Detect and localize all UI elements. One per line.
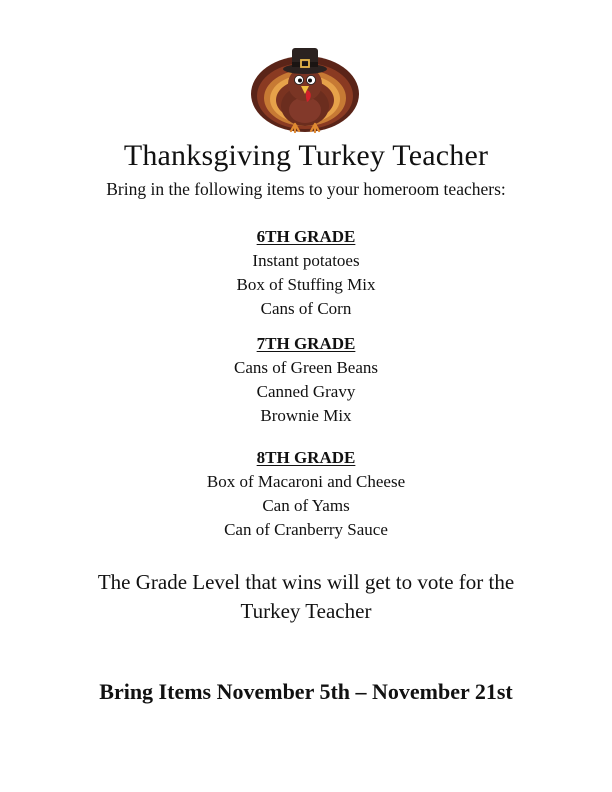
grade-heading: 6TH GRADE: [256, 227, 356, 246]
vote-line-1: The Grade Level that wins will get to vote for the: [97, 570, 515, 594]
turkey-icon: [249, 38, 361, 134]
page-subtitle: Bring in the following items to your homeroom teachers:: [106, 179, 506, 199]
vote-line-2: Turkey Teacher: [240, 599, 372, 623]
list-item: Box of Macaroni and Cheese: [206, 472, 406, 491]
list-item: Can of Cranberry Sauce: [224, 520, 388, 539]
page-title: Thanksgiving Turkey Teacher: [123, 139, 489, 172]
list-item: Cans of Corn: [260, 299, 352, 318]
collection-dates: Bring Items November 5th – November 21st: [99, 679, 513, 704]
list-item: Box of Stuffing Mix: [236, 275, 376, 294]
vote-message: [0, 568, 612, 626]
list-item: Cans of Green Beans: [234, 358, 378, 377]
grade-section-8th: [0, 446, 612, 542]
list-item: Canned Gravy: [256, 382, 356, 401]
grade-heading: 8TH GRADE: [256, 448, 356, 467]
grade-section-6th: [0, 225, 612, 321]
grade-heading: 7TH GRADE: [256, 334, 356, 353]
list-item: Can of Yams: [262, 496, 350, 515]
list-item: Instant potatoes: [252, 251, 360, 270]
grade-section-7th: [0, 332, 612, 428]
list-item: Brownie Mix: [260, 406, 352, 425]
